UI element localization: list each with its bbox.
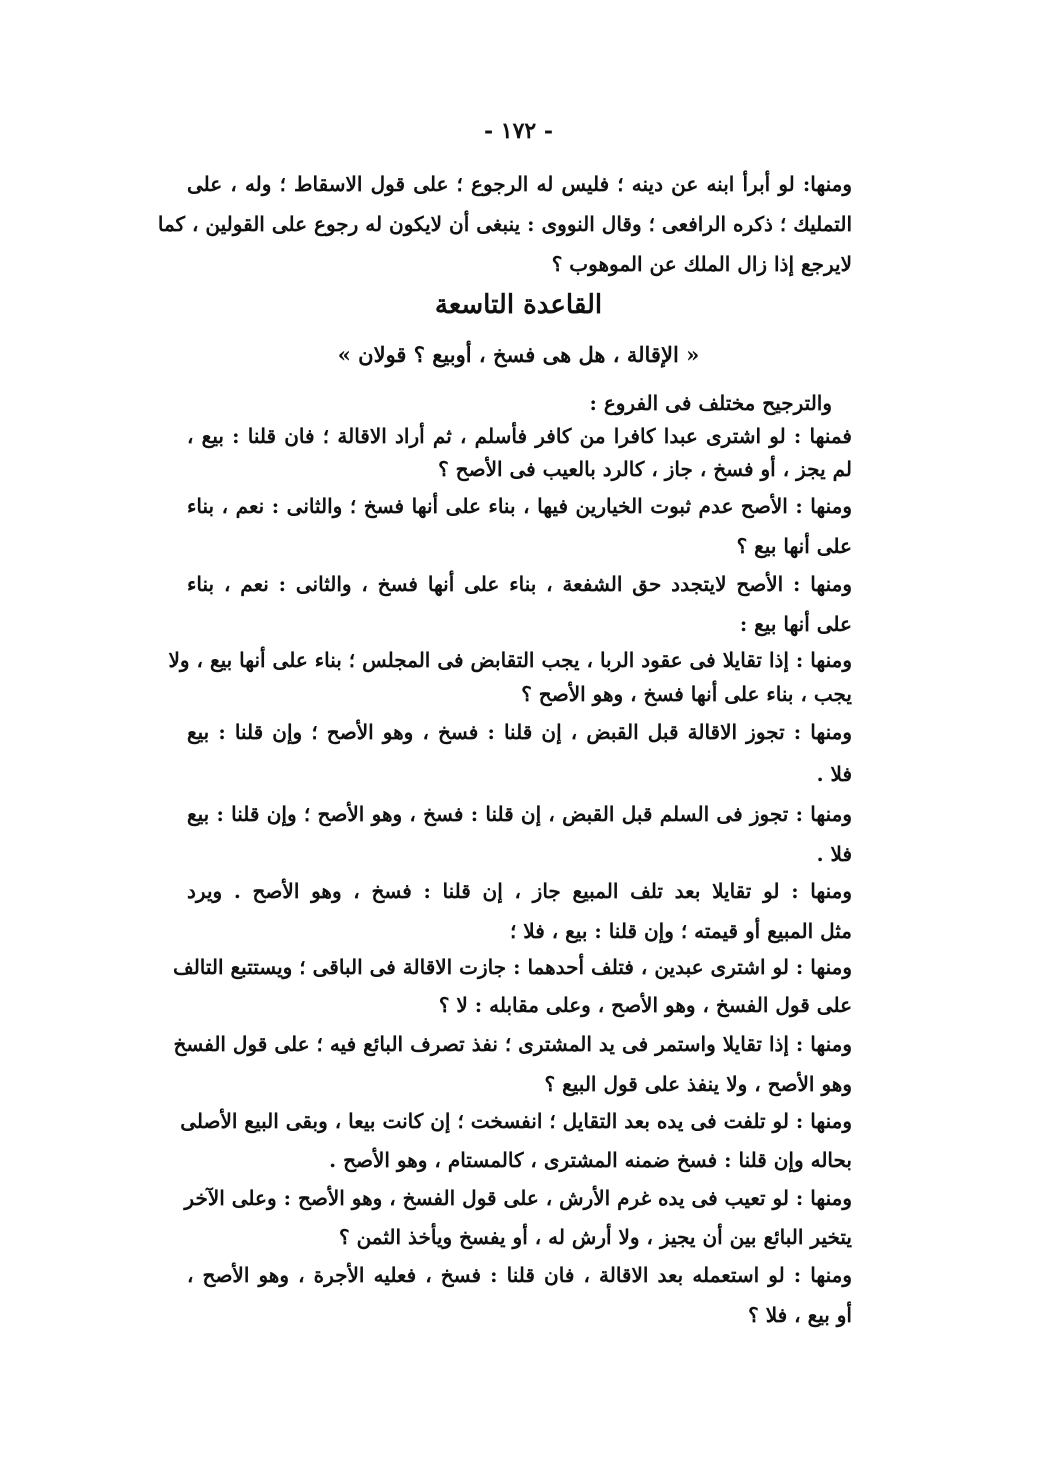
text-line: فلا . [816,762,852,786]
text-line: لم يجز ، أو فسخ ، جاز ، كالرد بالعيب فى الأصح ؟ [438,457,852,481]
text-line: بحاله وإن قلنا : فسخ ضمنه المشترى ، كالمستام ، وهو الأصح . [329,1148,852,1172]
text-line: ومنها: لو أبرأ ابنه عن دينه ؛ فليس له الرجوع ؛ على قول الاسقاط ؛ وله ، على [187,172,852,196]
text-line: على أنها بيع ؟ [736,534,852,558]
text-line: أو بيع ، فلا ؟ [748,1303,852,1327]
text-line: والترجيح مختلف فى الفروع : [589,391,832,415]
section-subheading: « الإقالة ، هل هى فسخ ، أوبيع ؟ قولان » [337,342,700,367]
text-line: ومنها : لو تقايلا بعد تلف المبيع جاز ، إن قلنا : فسخ ، وهو الأصح . ويرد [187,879,852,903]
text-line: التمليك ؛ ذكره الرافعى ؛ وقال النووى : ينبغى أن لايكون له رجوع على القولين ، كما [157,212,852,236]
text-line: لايرجع إذا زال الملك عن الموهوب ؟ [551,252,852,276]
text-line: على أنها بيع : [739,612,852,636]
text-line: ومنها : لو تعيب فى يده غرم الأرش ، على قول الفسخ ، وهو الأصح : وعلى الآخر [184,1186,852,1210]
text-line: ومنها : إذا تقايلا واستمر فى يد المشترى ؛ نفذ تصرف البائع فيه ؛ على قول الفسخ [173,1032,852,1056]
text-line: ومنها : لو استعمله بعد الاقالة ، فان قلنا : فسخ ، فعليه الأجرة ، وهو الأصح ، [187,1263,852,1287]
text-line: ومنها : لو تلفت فى يده بعد التقايل ؛ انفسخت ؛ إن كانت بيعا ، وبقى البيع الأصلى [180,1109,852,1133]
text-line: وهو الأصح ، ولا ينفذ على قول البيع ؟ [544,1072,852,1096]
text-line: يجب ، بناء على أنها فسخ ، وهو الأصح ؟ [521,682,852,706]
text-line: ومنها : الأصح عدم ثبوت الخيارين فيها ، بناء على أنها فسخ ؛ والثانى : نعم ، بناء [187,494,852,518]
text-line: ومنها : الأصح لايتجدد حق الشفعة ، بناء على أنها فسخ ، والثانى : نعم ، بناء [187,572,852,596]
text-line: ومنها : إذا تقايلا فى عقود الربا ، يجب التقابض فى المجلس ؛ بناء على أنها بيع ، ولا [168,648,852,672]
text-line: ومنها : تجوز الاقالة قبل القبض ، إن قلنا : فسخ ، وهو الأصح ؛ وإن قلنا : بيع [187,720,852,744]
text-line: مثل المبيع أو قيمته ؛ وإن قلنا : بيع ، فلا ؛ [509,919,852,943]
page-number: - ١٧٢ - [483,118,554,144]
section-heading: القاعدة التاسعة [434,290,603,320]
text-line: ومنها : لو اشترى عبدين ، فتلف أحدهما : جازت الاقالة فى الباقى ؛ ويستتبع التالف [172,955,852,979]
text-line: فمنها : لو اشترى عبدا كافرا من كافر فأسلم ، ثم أراد الاقالة ؛ فان قلنا : بيع ، [187,424,852,448]
text-line: يتخير البائع بين أن يجيز ، ولا أرش له ، أو يفسخ ويأخذ الثمن ؟ [338,1225,852,1249]
text-line: فلا . [816,842,852,866]
text-line: ومنها : تجوز فى السلم قبل القبض ، إن قلنا : فسخ ، وهو الأصح ؛ وإن قلنا : بيع [187,802,852,826]
text-line: على قول الفسخ ، وهو الأصح ، وعلى مقابله : لا ؟ [438,993,852,1017]
